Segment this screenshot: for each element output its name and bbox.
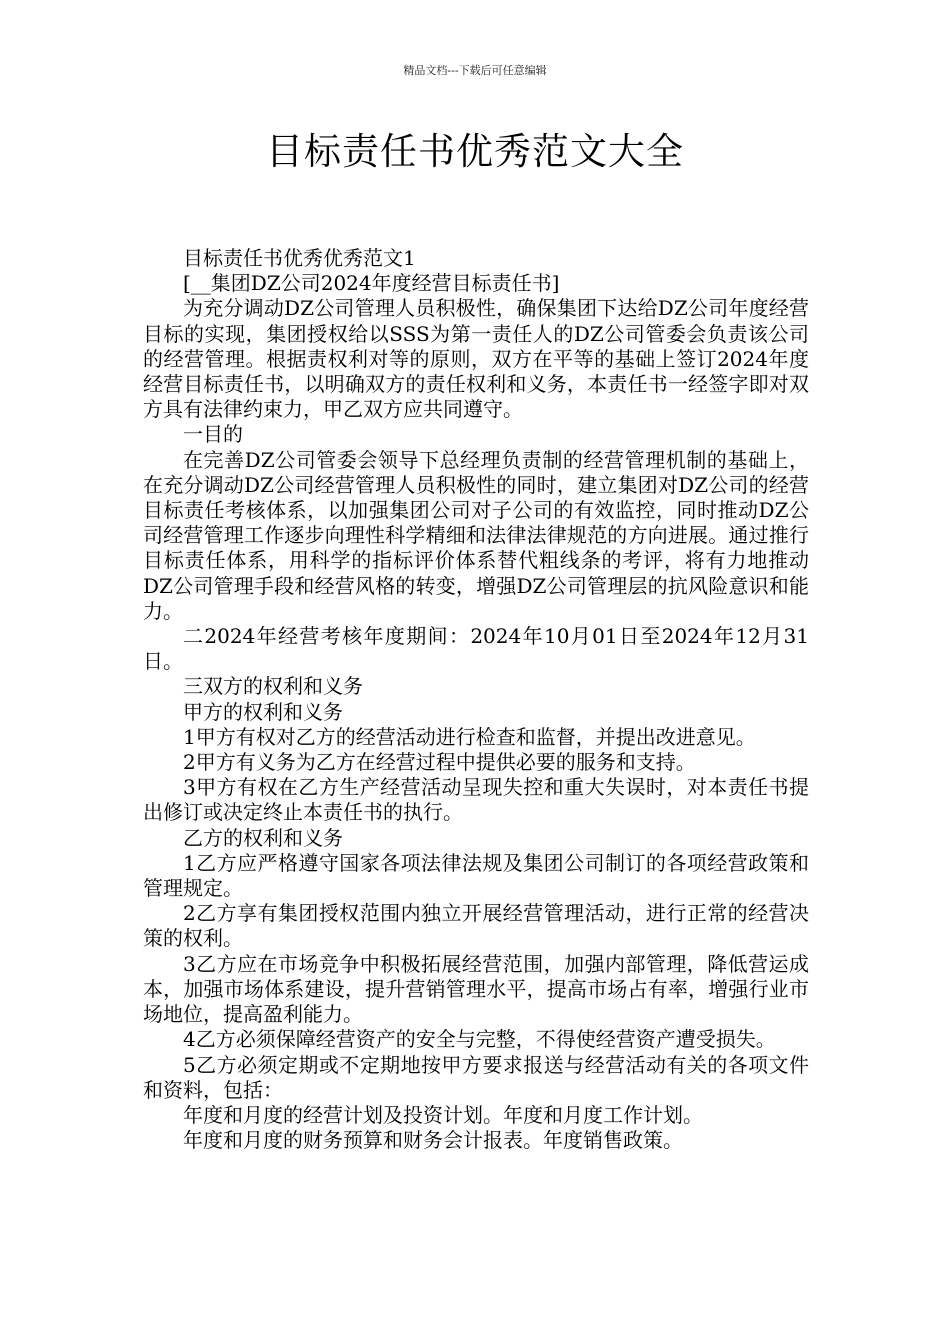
document-body: [143, 246, 809, 1153]
heading-purpose: 一目的: [183, 422, 243, 447]
heading-party-a: 甲方的权利和义务: [183, 699, 343, 724]
party-b-item-5: 5乙方必须定期或不定期地按甲方要求报送与经营活动有关的各项文件和资料，包括：: [143, 1052, 809, 1102]
party-a-item-1: 1甲方有权对乙方的经营活动进行检查和监督，并提出改进意见。: [183, 724, 756, 749]
party-b-item-1: 1乙方应严格遵守国家各项法律法规及集团公司制订的各项经营政策和管理规定。: [143, 850, 809, 901]
party-a-item-3: 3甲方有权在乙方生产经营活动呈现失控和重大失误时，对本责任书提出修订或决定终止本责任书的执行。: [143, 775, 809, 825]
party-a-item-2: 2甲方有义务为乙方在经营过程中提供必要的服务和支持。: [183, 750, 696, 775]
party-b-item-3: 3乙方应在市场竞争中积极拓展经营范围，加强内部管理，降低营运成本，加强市场体系建设，提升营销管理水平，提高市场占有率，增强行业市场地位，提高盈利能力。: [143, 951, 809, 1027]
section-subtitle: 目标责任书优秀优秀范文1: [183, 246, 416, 270]
heading-rights: 三双方的权利和义务: [183, 674, 363, 699]
report-list-line-1: 年度和月度的经营计划及投资计划。年度和月度工作计划。: [183, 1102, 703, 1127]
heading-party-b: 乙方的权利和义务: [183, 825, 343, 850]
paragraph-period: 二2024年经营考核年度期间：2024年10月01日至2024年12月31日。: [143, 624, 809, 674]
paragraph-purpose: 在完善DZ公司管委会领导下总经理负责制的经营管理机制的基础上，在充分调动DZ公司经营管理人员积极性的同时，建立集团对DZ公司的经营目标责任考核体系，以加强集团公司对子公司的有效监控，同时推动DZ公司经营管理工作逐步向理性科学精细和法律法律规范的方向进展。通过推行目标责任体系，用科学的指标评价体系替代粗线条的考评，将有力地推动DZ公司管理手段和经营风格的转变，增强DZ公司管理层的抗风险意识和能力。: [143, 447, 809, 623]
header-note: 精品文档---下载后可任意编辑: [403, 64, 547, 77]
paragraph-intro: 为充分调动DZ公司管理人员积极性，确保集团下达给DZ公司年度经营目标的实现，集团授权给以SSS为第一责任人的DZ公司管委会负责该公司的经营管理。根据责权利对等的原则，双方在平等的基础上签订2024年度经营目标责任书，以明确双方的责任权利和义务，本责任书一经签字即对双方具有法律约束力，甲乙双方应共同遵守。: [143, 296, 809, 422]
document-title: 目标责任书优秀范文大全: [266, 130, 684, 173]
party-b-item-2: 2乙方享有集团授权范围内独立开展经营管理活动，进行正常的经营决策的权利。: [143, 901, 809, 951]
report-list-line-2: 年度和月度的财务预算和财务会计报表。年度销售政策。: [183, 1128, 683, 1153]
contract-name: [__集团DZ公司2024年度经营目标责任书]: [183, 271, 560, 296]
party-b-item-4: 4乙方必须保障经营资产的安全与完整，不得使经营资产遭受损失。: [183, 1027, 776, 1052]
